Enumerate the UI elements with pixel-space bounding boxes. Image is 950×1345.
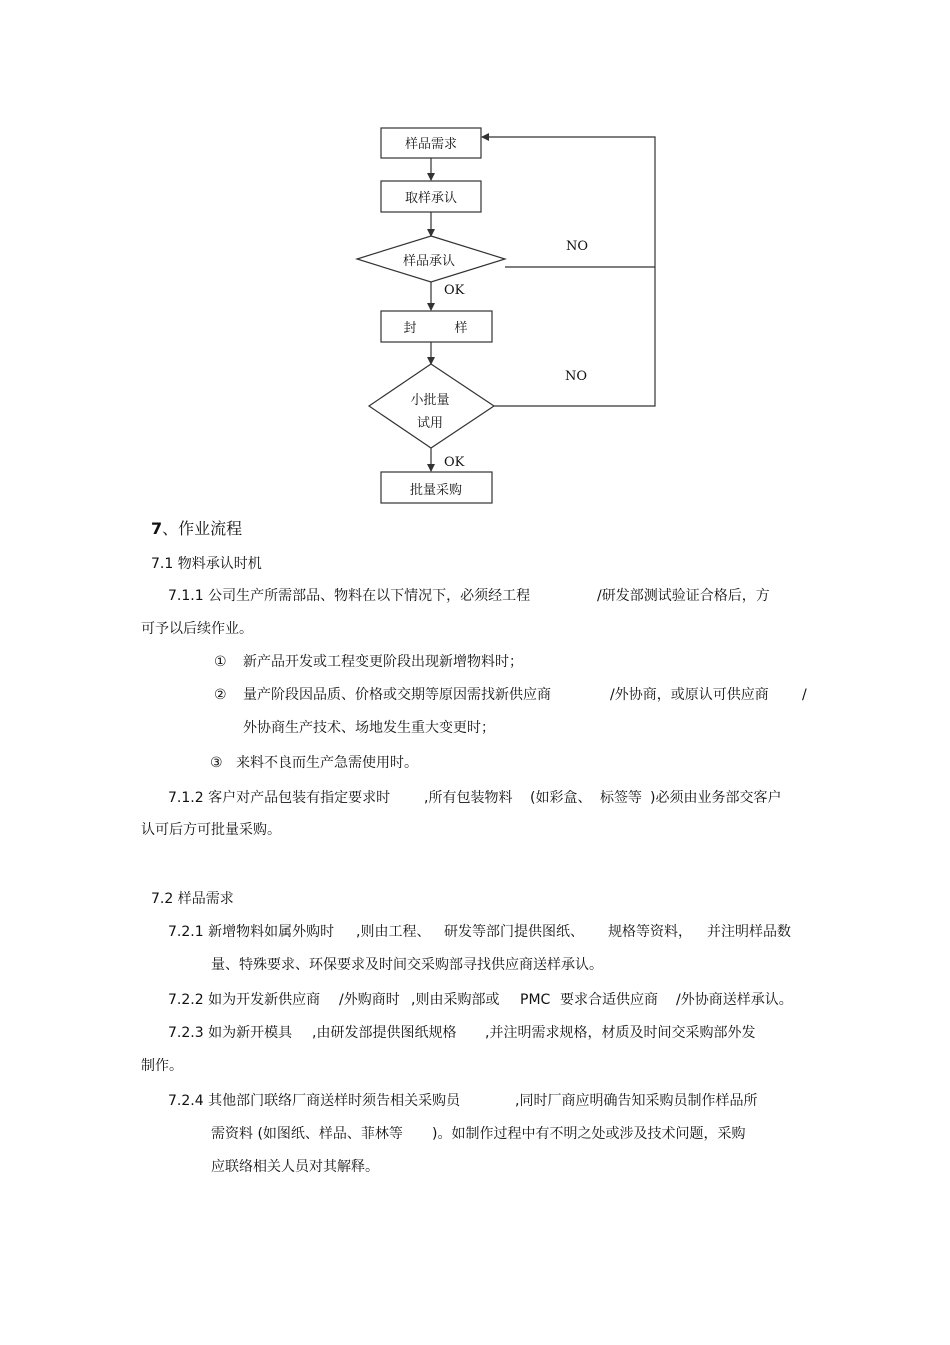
para-7-1-1-part-c: 可予以后续作业。	[141, 621, 253, 637]
para-7-2-4-part-d: )。如制作过程中有不明之处或涉及技术问题，采购	[432, 1126, 746, 1142]
para-7-2-2-part-d: PMC	[520, 992, 551, 1008]
para-7-1-2-part-b: ,所有包装物料	[424, 790, 513, 806]
list-item-2-part-c: /	[802, 687, 807, 703]
flow-decision-small-batch-label-2: 试用	[416, 416, 444, 431]
para-7-1-2-part-c: (如彩盒、	[530, 790, 592, 806]
section-7-heading	[151, 520, 242, 538]
para-7-2-3-part-a: 7.2.3 如为新开模具	[168, 1025, 293, 1041]
sample-approval-flowchart	[0, 0, 950, 520]
para-7-1-1-part-a: 7.1.1 公司生产所需部品、物料在以下情况下，必须经工程	[168, 588, 531, 604]
flow-node-sample-demand-label: 样品需求	[404, 137, 458, 152]
flow-label-no-2: NO	[565, 369, 588, 384]
para-7-2-2-part-b: /外购商时	[339, 992, 400, 1008]
para-7-2-2-part-f: /外协商送样承认。	[676, 992, 793, 1008]
list-item-3-text: 来料不良而生产急需使用时。	[236, 755, 418, 771]
para-7-2-4-part-a: 7.2.4 其他部门联络厂商送样时须告相关采购员	[168, 1093, 461, 1109]
flow-label-ok-1: OK	[444, 283, 465, 298]
para-7-2-1-part-b: ,则由工程、	[356, 924, 431, 940]
flow-node-take-sample-label: 取样承认	[404, 191, 458, 206]
para-7-2-1-part-a: 7.2.1 新增物料如属外购时	[168, 924, 335, 940]
para-7-2-1-part-e: 并注明样品数	[707, 924, 791, 940]
list-item-2-part-a: 量产阶段因品质、价格或交期等原因需找新供应商	[243, 687, 551, 703]
section-7-title: 、作业流程	[162, 519, 243, 538]
list-item-1-mark: ①	[214, 654, 227, 670]
flow-decision-sample-approval-label: 样品承认	[402, 254, 456, 269]
para-7-1-2-part-d: 标签等	[600, 790, 642, 806]
para-7-2-4-part-b: ,同时厂商应明确告知采购员制作样品所	[515, 1093, 758, 1109]
list-item-2-part-d: 外协商生产技术、场地发生重大变更时；	[243, 720, 495, 736]
para-7-2-2-part-e: 要求合适供应商	[560, 992, 658, 1008]
para-7-2-1-part-d: 规格等资料，	[608, 924, 692, 940]
section-7-number: 7	[151, 519, 163, 538]
flow-label-ok-2: OK	[444, 455, 465, 470]
flow-label-no-1: NO	[566, 239, 589, 254]
para-7-2-3-part-b: ,由研发部提供图纸规格	[312, 1025, 457, 1041]
section-7-1-heading: 7.1 物料承认时机	[151, 556, 262, 572]
flow-loop-line-2	[482, 137, 655, 406]
list-item-3-mark: ③	[210, 755, 223, 771]
flow-node-seal-sample-label-b: 样	[454, 321, 468, 336]
para-7-1-2-part-f: 认可后方可批量采购。	[141, 822, 281, 838]
list-item-2-mark: ②	[214, 687, 227, 703]
list-item-1-text: 新产品开发或工程变更阶段出现新增物料时；	[243, 654, 523, 670]
para-7-2-1-part-f: 量、特殊要求、环保要求及时间交采购部寻找供应商送样承认。	[211, 957, 603, 973]
list-item-2-part-b: /外协商，或原认可供应商	[610, 687, 769, 703]
para-7-1-2-part-a: 7.1.2 客户对产品包装有指定要求时	[168, 790, 391, 806]
para-7-1-1-part-b: /研发部测试验证合格后，方	[597, 588, 770, 604]
para-7-1-2-part-e: )必须由业务部交客户	[650, 790, 782, 806]
flow-decision-small-batch-label-1: 小批量	[410, 393, 450, 408]
para-7-2-4-part-e: 应联络相关人员对其解释。	[211, 1159, 379, 1175]
para-7-2-2-part-c: ,则由采购部或	[411, 992, 500, 1008]
flow-node-seal-sample-label-a: 封	[403, 321, 417, 336]
flow-node-seal-sample	[381, 311, 492, 342]
section-7-2-heading: 7.2 样品需求	[151, 891, 234, 907]
para-7-2-1-part-c: 研发等部门提供图纸、	[444, 924, 584, 940]
para-7-2-4-part-c: 需资料 (如图纸、样品、菲林等	[211, 1126, 403, 1142]
flow-node-bulk-purchase-label: 批量采购	[409, 483, 463, 498]
para-7-2-3-part-c: ,并注明需求规格，材质及时间交采购部外发	[485, 1025, 756, 1041]
para-7-2-2-part-a: 7.2.2 如为开发新供应商	[168, 992, 321, 1008]
para-7-2-3-part-d: 制作。	[141, 1058, 183, 1074]
